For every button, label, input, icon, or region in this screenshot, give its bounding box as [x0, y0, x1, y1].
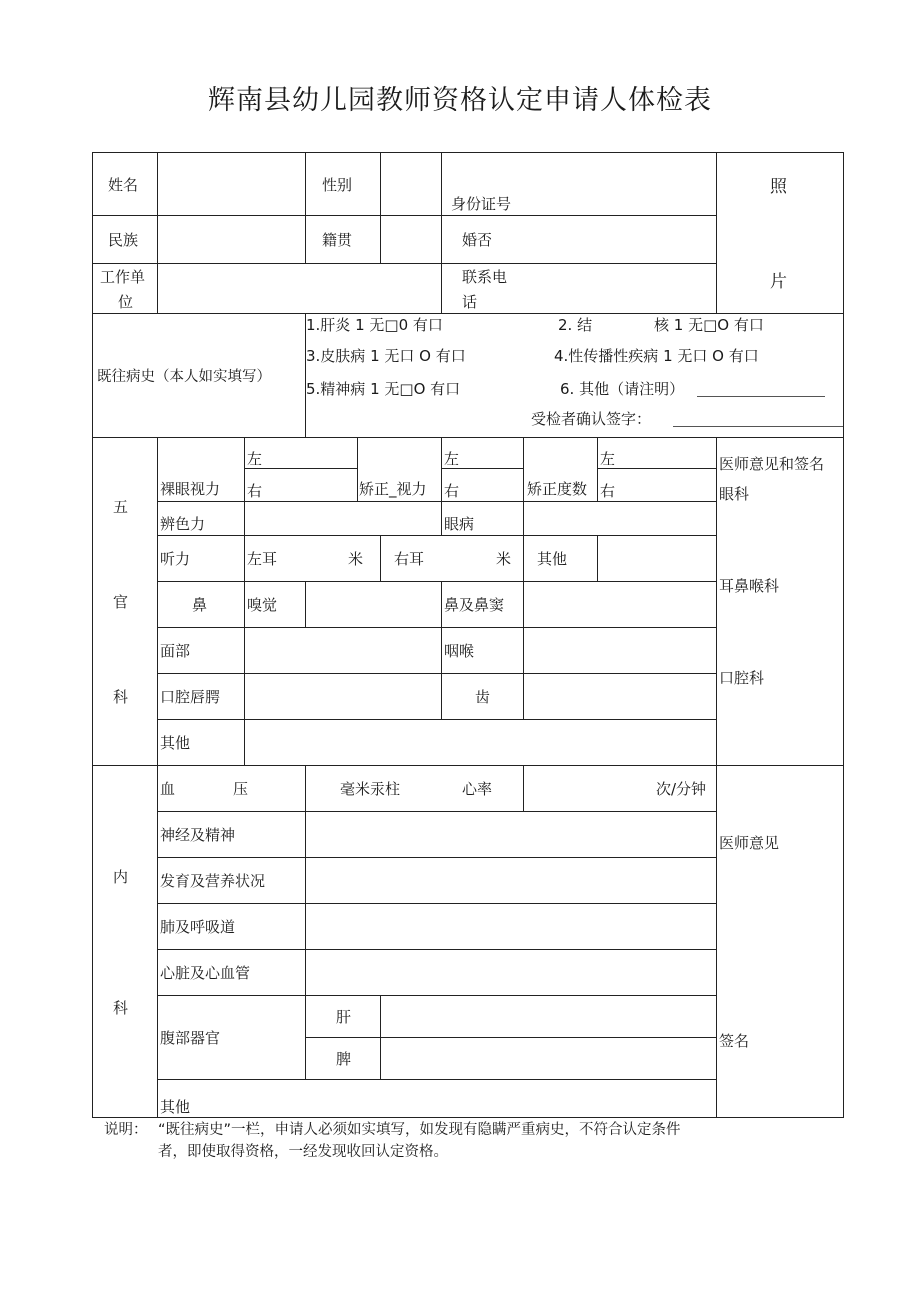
history-std: 4.性传播性疾病 1 无口 O 有口	[554, 347, 759, 365]
facial-section-char-2: 官	[113, 593, 129, 611]
phone-label-1: 联系电	[462, 268, 508, 286]
stomatology-label: 口腔科	[719, 669, 765, 687]
lungs-label: 肺及呼吸道	[160, 918, 236, 936]
facial-other-label: 其他	[160, 734, 191, 752]
blood-pressure-label-2: 压	[233, 780, 249, 798]
ophthalmology-label: 眼科	[719, 485, 750, 503]
blood-pressure-label-1: 血	[160, 780, 176, 798]
facial-section-char-3: 科	[113, 688, 129, 706]
teeth-label: 齿	[475, 688, 491, 706]
correction-degree-right: 右	[600, 482, 616, 500]
neuro-label: 神经及精神	[160, 826, 236, 844]
internal-signature-label: 签名	[719, 1032, 750, 1050]
heart-label: 心脏及心血管	[160, 964, 251, 982]
per-minute-unit: 次/分钟	[656, 780, 707, 798]
hearing-other-label: 其他	[537, 550, 568, 568]
name-label: 姓名	[108, 176, 139, 194]
correction-degree-label: 矫正度数	[527, 480, 588, 498]
medical-history-label: 既往病史（本人如实填写）	[97, 369, 271, 385]
right-ear-meter: 米	[496, 550, 512, 568]
photo-label-bottom: 片	[770, 272, 787, 292]
work-unit-label-1: 工作单	[100, 268, 146, 286]
correction-degree-left: 左	[600, 450, 616, 468]
spleen-label: 脾	[336, 1050, 352, 1068]
throat-label: 咽喉	[444, 642, 475, 660]
facial-section-char-1: 五	[113, 498, 129, 516]
page-title: 辉南县幼儿园教师资格认定申请人体检表	[208, 85, 712, 116]
history-hepatitis: 1.肝炎 1 无□0 有口	[306, 316, 443, 334]
native-place-label: 籍贯	[322, 231, 353, 249]
nose-label: 鼻	[192, 596, 208, 614]
corrected-vision-label: 矫正_视力	[359, 480, 427, 498]
internal-section-char-2: 科	[113, 999, 129, 1017]
history-other: 6. 其他（请注明）	[560, 380, 685, 398]
marital-status-label: 婚否	[462, 231, 493, 249]
corrected-vision-left: 左	[444, 450, 460, 468]
history-skin: 3.皮肤病 1 无口 O 有口	[306, 347, 466, 365]
corrected-vision-right: 右	[444, 482, 460, 500]
note-label: 说明：	[104, 1122, 148, 1138]
left-ear-meter: 米	[348, 550, 364, 568]
history-tb-part2: 核 1 无□O 有口	[654, 316, 764, 334]
hearing-label: 听力	[160, 550, 191, 568]
sinus-label: 鼻及鼻窦	[444, 596, 505, 614]
note-line-1: “既往病史”一栏，申请人必须如实填写，如发现有隐瞒严重病史，不符合认定条件	[158, 1122, 681, 1138]
liver-label: 肝	[336, 1008, 352, 1026]
color-vision-label: 辨色力	[160, 515, 206, 533]
naked-vision-right: 右	[247, 482, 263, 500]
examinee-signature-label: 受检者确认签字：	[531, 410, 652, 428]
internal-section-char-1: 内	[113, 868, 129, 886]
eye-disease-label: 眼病	[444, 515, 475, 533]
photo-label-top: 照	[770, 177, 787, 197]
ent-label: 耳鼻喉科	[719, 577, 780, 595]
history-tb-part1: 2. 结	[558, 316, 593, 334]
abdomen-label: 腹部器官	[160, 1029, 221, 1047]
naked-vision-left: 左	[247, 450, 263, 468]
gender-label: 性别	[322, 176, 353, 194]
note-line-2: 者，即使取得资格，一经发现收回认定资格。	[158, 1144, 448, 1160]
smell-label: 嗅觉	[247, 596, 278, 614]
ethnicity-label: 民族	[108, 231, 139, 249]
work-unit-label-2: 位	[118, 293, 134, 311]
heart-rate-label: 心率	[462, 780, 493, 798]
right-ear-label: 右耳	[394, 550, 425, 568]
left-ear-label: 左耳	[247, 550, 278, 568]
face-label: 面部	[160, 642, 191, 660]
internal-other-label: 其他	[160, 1098, 191, 1116]
naked-vision-label: 裸眼视力	[160, 480, 221, 498]
internal-doctor-opinion-label: 医师意见	[719, 834, 780, 852]
phone-label-2: 话	[462, 293, 478, 311]
id-number-label: 身份证号	[451, 195, 512, 213]
mmhg-unit: 毫米汞柱	[340, 780, 401, 798]
growth-nutrition-label: 发育及营养状况	[160, 872, 266, 890]
history-mental: 5.精神病 1 无□O 有口	[306, 380, 461, 398]
oral-label: 口腔唇腭	[160, 688, 221, 706]
doctor-opinion-signature-label: 医师意见和签名	[719, 455, 825, 473]
